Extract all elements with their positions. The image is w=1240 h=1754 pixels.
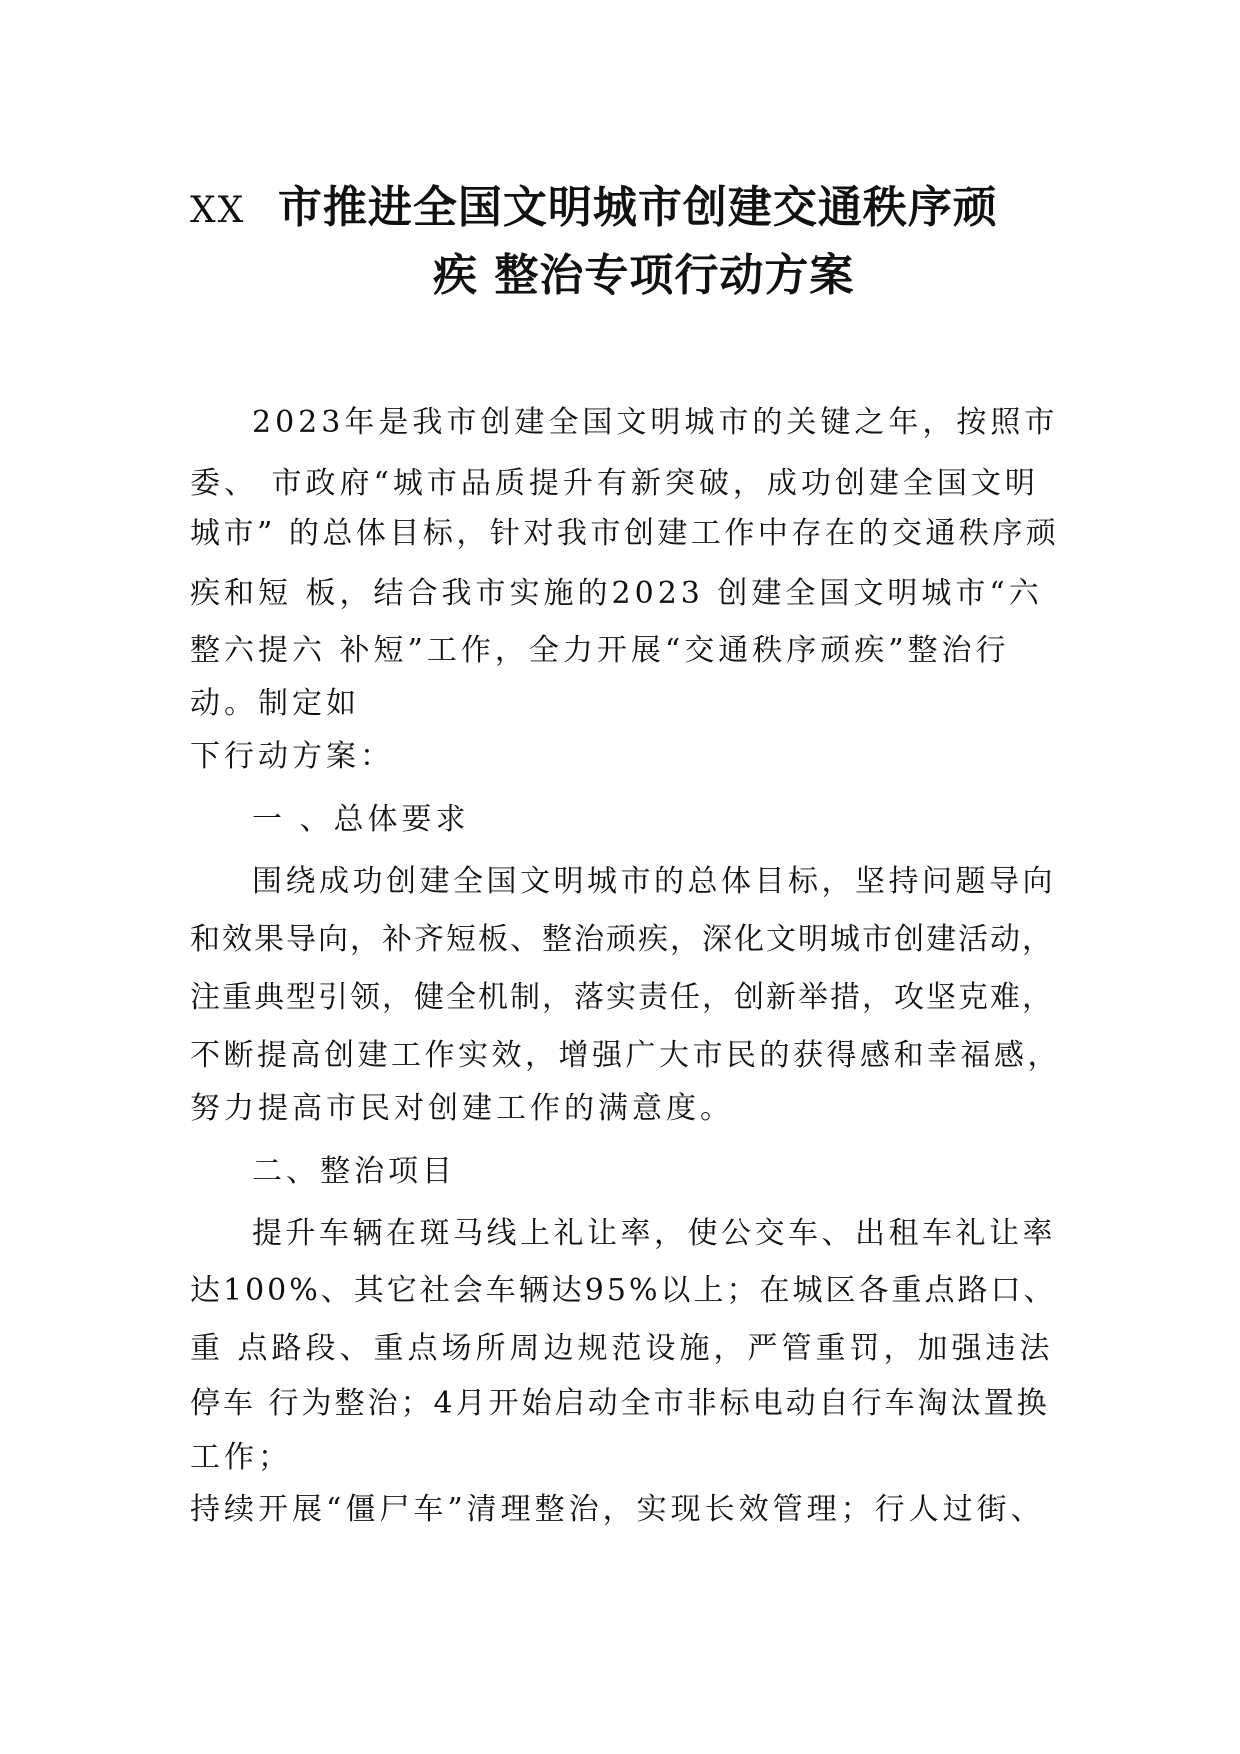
paragraph-line: 动。制定如 xyxy=(190,686,360,721)
paragraph-line: 城市” 的总体目标，针对我市创建工作中存在的交通秩序顽 xyxy=(190,516,1060,551)
paragraph-line: 整六提六 补短”工作，全力开展“交通秩序顽疾”整治行 xyxy=(190,633,1010,668)
section-heading: 二、整治项目 xyxy=(252,1154,456,1189)
paragraph-line: 重 点路段、重点场所周边规范设施，严管重罚，加强违法 xyxy=(190,1331,1054,1366)
paragraph-line: 疾和短 板，结合我市实施的2023 创建全国文明城市“六 xyxy=(190,576,1043,611)
paragraph-line: 持续开展“僵尸车”清理整治，实现长效管理；行人过街、 xyxy=(190,1492,1045,1527)
paragraph-line: 委、 市政府“城市品质提升有新突破，成功创建全国文明 xyxy=(190,466,1039,501)
paragraph-line: 2023年是我市创建全国文明城市的关键之年，按照市 xyxy=(252,405,1059,440)
title-text: 市推进全国文明城市创建交通秩序顽 xyxy=(277,182,998,233)
paragraph-line: 不断提高创建工作实效，增强广大市民的获得感和幸福感， xyxy=(190,1038,1061,1073)
paragraph-line: 努力提高市民对创建工作的满意度。 xyxy=(190,1091,734,1126)
section-heading: 一 、总体要求 xyxy=(252,802,470,837)
document-title-line-2: 疾 整治专项行动方案 xyxy=(433,250,855,301)
paragraph-line: 提升车辆在斑马线上礼让率，使公交车、出租车礼让率 xyxy=(252,1216,1056,1251)
paragraph-line: 围绕成功创建全国文明城市的总体目标，坚持问题导向 xyxy=(252,864,1056,899)
paragraph-line: 达100%、其它社会车辆达95%以上；在城区各重点路口、 xyxy=(190,1273,1057,1308)
document-title-line-1 xyxy=(0,178,1240,241)
title-prefix: XX xyxy=(190,190,246,231)
paragraph-line: 停车 行为整治；4月开始启动全市非标电动自行车淘汰置换 xyxy=(190,1386,1050,1421)
paragraph-line: 下行动方案： xyxy=(190,739,394,774)
paragraph-line: 注重典型引领，健全机制，落实责任，创新举措，攻坚克难， xyxy=(190,980,1054,1015)
paragraph-line: 工作； xyxy=(190,1440,292,1475)
paragraph-line: 和效果导向，补齐短板、整治顽疾，深化文明城市创建活动， xyxy=(190,922,1054,957)
